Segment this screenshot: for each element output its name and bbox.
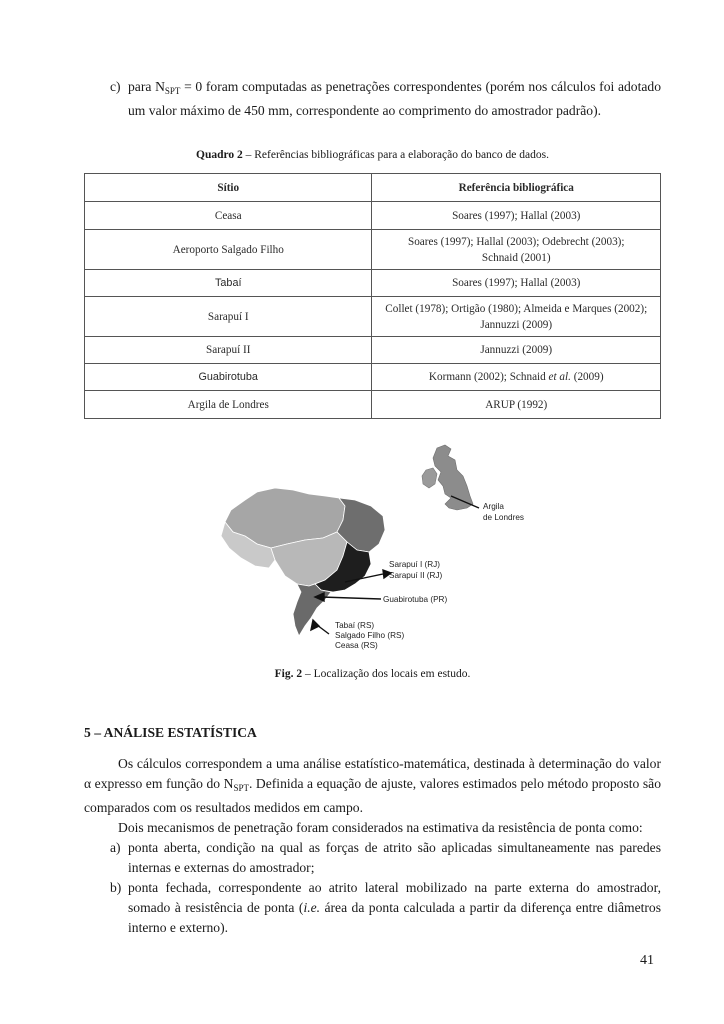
header-site: Sítio	[85, 174, 372, 202]
label-sarapui-1: Sarapuí I (RJ)	[389, 560, 440, 569]
cell-site: Tabaí	[85, 270, 372, 297]
cell-reference	[372, 297, 661, 337]
item-a	[110, 838, 661, 878]
cell-reference-line1: Collet (1978); Ortigão (1980); Almeida e Marques (2002);	[385, 302, 648, 315]
cell-reference: Soares (1997); Hallal (2003)	[372, 202, 661, 230]
label-guabirotuba: Guabirotuba (PR)	[383, 595, 448, 604]
item-b-text: ponta fechada, correspondente ao atrito lateral mobilizado na parte externa do amostrador, somado à resistência de ponta (	[128, 880, 661, 915]
item-c-prefix: para N	[128, 79, 165, 94]
table-row	[85, 230, 661, 270]
figure-caption-bold: Fig. 2	[274, 668, 303, 680]
figure-caption-text: – Localização dos locais em estudo.	[302, 668, 471, 680]
cell-reference-part: Kormann (2002); Schnaid	[428, 371, 549, 383]
label-tabai: Tabaí (RS)	[335, 621, 375, 630]
table-caption-text: – Referências bibliográficas para a elaboração do banco de dados.	[242, 149, 549, 161]
item-b-label: b)	[110, 880, 122, 895]
paragraph-1	[84, 754, 661, 818]
cell-reference-line2: Schnaid (2001)	[481, 251, 551, 264]
item-b-italic: i.e.	[303, 900, 321, 915]
cell-reference-italic: et al.	[548, 371, 571, 383]
item-b-text-end: área da ponta calculada a partir da diferença entre diâmetros interno e externo).	[128, 900, 662, 935]
cell-reference: Soares (1997); Hallal (2003)	[372, 270, 661, 297]
cell-reference-line1: Soares (1997); Hallal (2003); Odebrecht (2003);	[407, 235, 625, 248]
item-c-text: = 0 foram computadas as penetrações correspondentes (porém nos cálculos foi adotado um valor máximo de 450 mm, correspondente ao comprimento do amostrador padrão).	[128, 79, 661, 118]
table-row	[85, 297, 661, 337]
item-c-sub: SPT	[164, 86, 181, 96]
paragraph-2-text: Dois mecanismos de penetração foram considerados na estimativa da resistência de ponta como:	[118, 820, 643, 835]
cell-reference-line2: Jannuzzi (2009)	[480, 318, 553, 331]
page-number: 41	[640, 953, 654, 968]
cell-site: Aeroporto Salgado Filho	[85, 230, 372, 270]
item-c	[110, 77, 661, 121]
cell-site: Sarapuí II	[85, 337, 372, 364]
item-b	[110, 878, 662, 938]
table-row	[85, 364, 661, 391]
location-map	[205, 440, 545, 660]
arrow-guabirotuba	[321, 597, 381, 599]
cell-site: Sarapuí I	[85, 297, 372, 337]
table-caption	[84, 149, 661, 161]
cell-reference: ARUP (1992)	[372, 391, 661, 419]
label-salgado: Salgado Filho (RS)	[335, 631, 405, 640]
paragraph-2	[118, 818, 663, 838]
item-a-text: ponta aberta, condição na qual as forças de atrito são aplicadas simultaneamente nas paredes internas e externas do amostrador;	[128, 840, 661, 875]
label-london-2: de Londres	[483, 513, 524, 522]
header-reference: Referência bibliográfica	[372, 174, 661, 202]
table-row	[85, 202, 661, 230]
label-sarapui-2: Sarapuí II (RJ)	[389, 571, 443, 580]
cell-reference: Jannuzzi (2009)	[372, 337, 661, 364]
paragraph-1-sub: SPT	[233, 783, 249, 793]
paragraph-1-text: Os cálculos correspondem a uma análise estatístico-matemática, destinada à determinação do valor α expresso em função do N	[84, 756, 661, 791]
label-london-1: Argila	[483, 502, 504, 511]
figure-caption	[84, 668, 661, 680]
cell-site: Argila de Londres	[85, 391, 372, 419]
cell-reference	[372, 230, 661, 270]
paragraph-1-text-end: . Definida a equação de ajuste, valores estimados pelo método proposto são comparados com os resultados medidos em campo.	[84, 776, 661, 815]
table-row	[85, 337, 661, 364]
item-a-label: a)	[110, 840, 121, 855]
great-britain-shape	[433, 445, 473, 510]
references-table	[84, 173, 661, 419]
label-ceasa: Ceasa (RS)	[335, 641, 378, 650]
cell-reference-part: (2009)	[570, 371, 604, 383]
section-heading: 5 – ANÁLISE ESTATÍSTICA	[84, 725, 257, 740]
table-row	[85, 270, 661, 297]
arrow-rs-head	[311, 620, 319, 630]
cell-site: Guabirotuba	[85, 364, 372, 391]
cell-reference	[372, 364, 661, 391]
ireland-shape	[422, 468, 437, 488]
cell-site: Ceasa	[85, 202, 372, 230]
item-c-label: c)	[110, 79, 121, 94]
table-row	[85, 391, 661, 419]
table-header-row	[85, 174, 661, 202]
table-caption-bold: Quadro 2	[196, 149, 243, 161]
brazil-shape	[221, 488, 385, 636]
